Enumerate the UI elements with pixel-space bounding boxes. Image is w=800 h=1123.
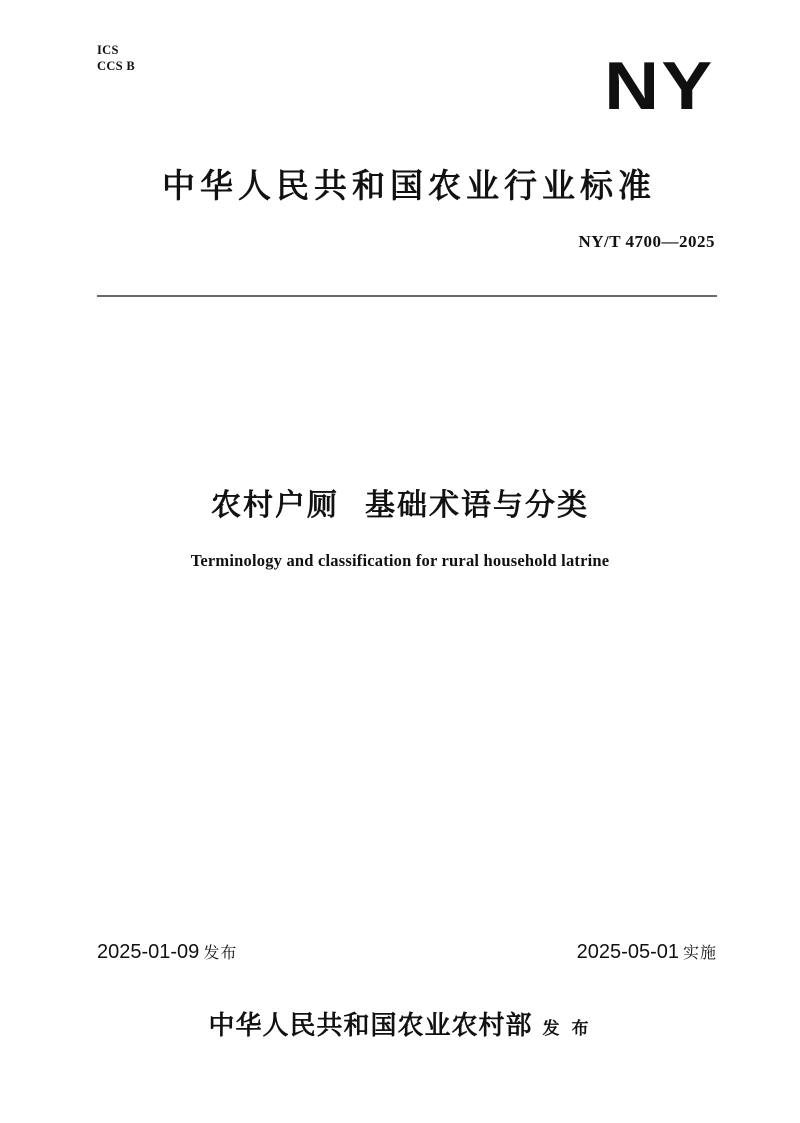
implementation-date-group — [577, 940, 717, 964]
issue-date: 2025-01-09 — [97, 941, 200, 963]
document-title-cn-part1: 农村户厕 — [211, 488, 339, 523]
header-divider — [97, 295, 717, 297]
publisher-action-label: 发 布 — [542, 1019, 592, 1039]
publisher-name: 中华人民共和国农业农村部 — [208, 1011, 533, 1041]
issue-date-group — [97, 940, 237, 964]
document-title-en: Terminology and classification for rural household latrine — [190, 551, 610, 570]
ics-label: ICS — [97, 43, 119, 57]
implementation-date: 2025-05-01 — [576, 941, 679, 963]
ccs-label: CCS B — [97, 59, 135, 73]
ics-classification-block — [97, 42, 135, 74]
publisher-line — [0, 1005, 800, 1042]
ny-logo: NY — [603, 48, 714, 124]
implementation-date-label: 实施 — [682, 943, 717, 962]
issue-date-label: 发布 — [203, 943, 238, 962]
document-title-cn — [0, 480, 800, 524]
dates-row — [97, 940, 717, 968]
page-title: 中华人民共和国农业行业标准 — [162, 166, 656, 205]
standard-number: NY/T 4700—2025 — [578, 232, 715, 251]
document-title-cn-part2: 基础术语与分类 — [365, 488, 589, 523]
